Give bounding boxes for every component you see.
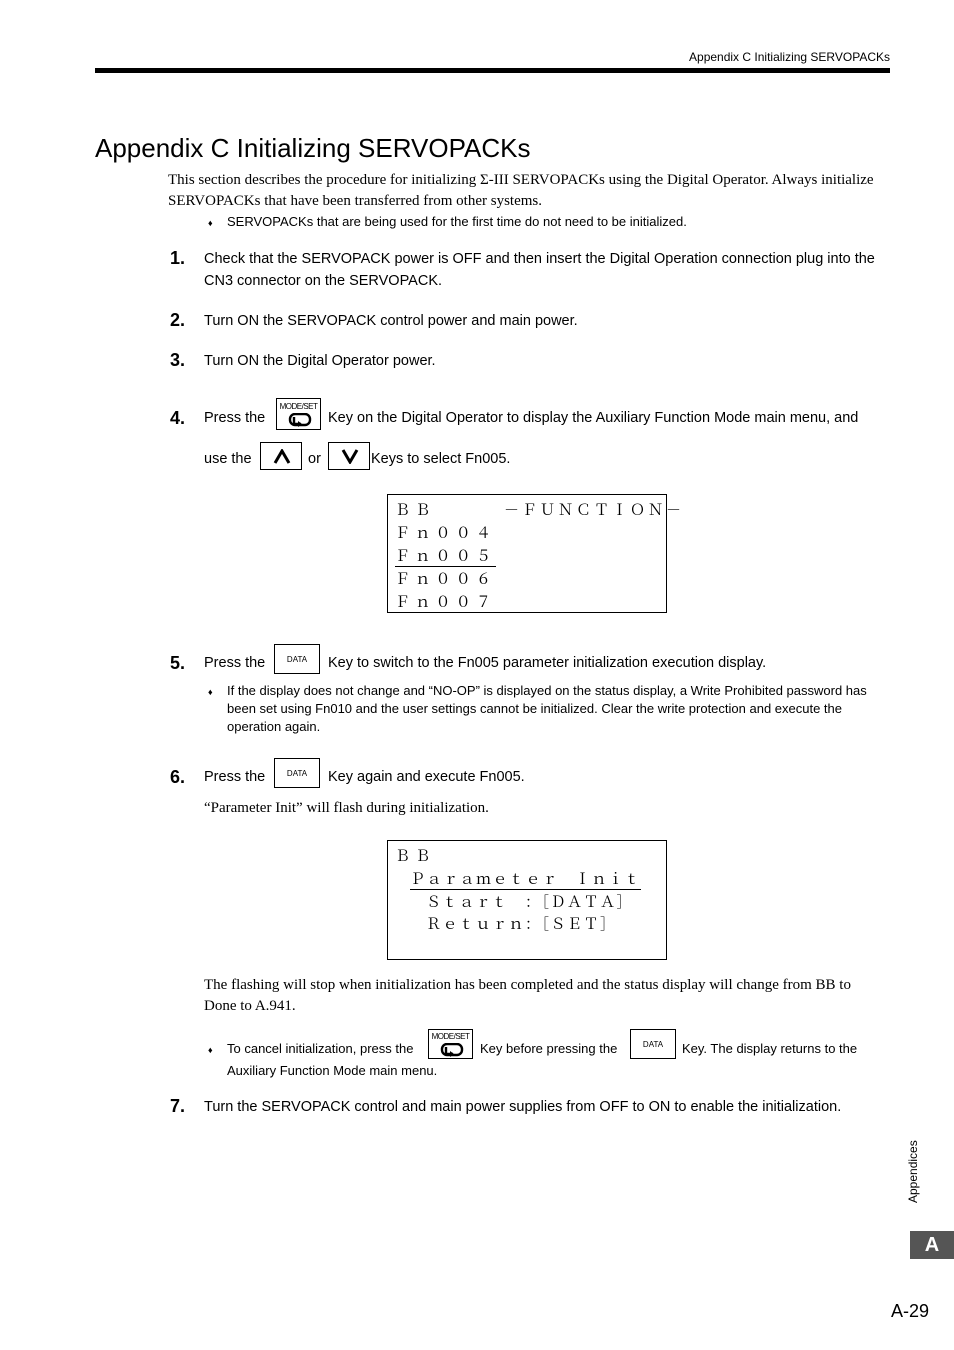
step-6-press-the: Press the (204, 769, 266, 785)
operator-display-parameter-init (387, 840, 667, 960)
mode-set-key (276, 398, 321, 430)
step-7-number: 7. (170, 1096, 186, 1116)
running-header: Appendix C Initializing SERVOPACKs (689, 50, 890, 64)
down-key (328, 442, 370, 470)
intro-note-text: SERVOPACKs that are being used for the first time do not need to be initialized. (227, 214, 687, 229)
step-4-text-after-key: Key on the Digital Operator to display the Auxiliary Function Mode main menu, and (328, 410, 859, 426)
step-2-text: Turn ON the SERVOPACK control power and main power. (204, 313, 578, 329)
step-3-text: Turn ON the Digital Operator power. (204, 353, 436, 369)
display2-return: Ｒｅｔｕｒｎ：［ＳＥＴ］ (426, 915, 617, 933)
display1-status: ＢＢ (395, 501, 436, 519)
display2-start: Ｓｔａｒｔ ：［ＤＡＴＡ］ (426, 893, 634, 911)
chapter-tab: A (910, 1231, 954, 1259)
bullet-icon: ♦ (208, 687, 213, 697)
cancel-note-text-post: Key. The display returns to the (682, 1041, 858, 1056)
bullet-icon: ♦ (208, 218, 213, 228)
intro-paragraph: This section describes the procedure for initializing Σ-III SERVOPACKs using the Digital Operator. Always initialize SERVOPACKs that have been transferred from other systems. (168, 172, 874, 209)
step-5-note-text: If the display does not change and “NO-OP” is displayed on the status display, a Write Prohibited password has been set using Fn010 and the user settings cannot be initialized. Clear the write protection and execute the operation again. (227, 683, 867, 734)
display1-mode: －ＦＵＮＣＴＩＯＮ－ (504, 501, 685, 519)
step-4-use-the: use the (204, 451, 252, 467)
operator-display-function-menu (387, 494, 685, 613)
page-title: Appendix C Initializing SERVOPACKs (95, 133, 531, 163)
step-5-note (208, 682, 892, 736)
cancel-note-text-pre: To cancel initialization, press the (227, 1041, 414, 1056)
step-6-completion-note: The flashing will stop when initialization has been completed and the status display will change from BB to Done to A.941. (204, 977, 851, 1014)
step-5-press-the: Press the (204, 655, 266, 671)
up-key (260, 442, 302, 470)
data-key: DATA (274, 644, 320, 674)
chapter-label-text: Appendices (906, 1140, 920, 1203)
mode-set-key-label: MODE/SET (279, 402, 318, 411)
return-arrow-icon (288, 413, 312, 427)
step-3-number: 3. (170, 350, 186, 370)
step-4-number: 4. (170, 408, 186, 428)
return-arrow-icon (440, 1043, 464, 1057)
data-key: DATA (274, 758, 320, 788)
step-6-number: 6. (170, 767, 186, 787)
down-arrow-icon (341, 449, 359, 464)
step-1-number: 1. (170, 248, 186, 268)
chapter-label (906, 1133, 932, 1209)
step-5-number: 5. (170, 653, 186, 673)
step-4-press-the: Press the (204, 410, 266, 426)
step-5-text-after-key: Key to switch to the Fn005 parameter initialization execution display. (328, 655, 767, 671)
step-7-text: Turn the SERVOPACK control and main power supplies from OFF to ON to enable the initialization. (204, 1099, 842, 1115)
display1-line: Ｆｎ００４ (395, 524, 497, 542)
mode-set-key (428, 1029, 473, 1059)
step-1-text: Check that the SERVOPACK power is OFF and then insert the Digital Operation connection plug into the CN3 connector on the SERVOPACK. (204, 251, 875, 289)
step-6-flash-note: “Parameter Init” will flash during initialization. (204, 800, 489, 816)
display1-line: Ｆｎ００６ (395, 570, 497, 588)
step-6-cancel-note (208, 1040, 414, 1058)
step-6-text-after-key: Key again and execute Fn005. (328, 769, 525, 785)
data-key: DATA (630, 1029, 676, 1059)
step-4-or: or (308, 451, 321, 467)
up-arrow-icon (273, 449, 291, 464)
display1-line: Ｆｎ００７ (395, 593, 497, 611)
display2-status: ＢＢ (395, 847, 436, 865)
step-4-keys-to: Keys to select Fn005. (371, 451, 511, 467)
page-number: A-29 (891, 1301, 930, 1321)
step-2-number: 2. (170, 310, 186, 330)
cancel-note-text-mid: Key before pressing the (480, 1041, 618, 1056)
display1-line-selected: Ｆｎ００５ (395, 547, 497, 565)
display2-title: Ｐａｒａｍｅｔｅｒ Ｉｎｉｔ (410, 870, 642, 888)
mode-set-key-label: MODE/SET (431, 1032, 470, 1041)
cancel-note-text-end: Auxiliary Function Mode main menu. (227, 1063, 438, 1078)
header-rule (95, 68, 890, 73)
intro-note (208, 213, 687, 231)
bullet-icon: ♦ (208, 1045, 213, 1055)
